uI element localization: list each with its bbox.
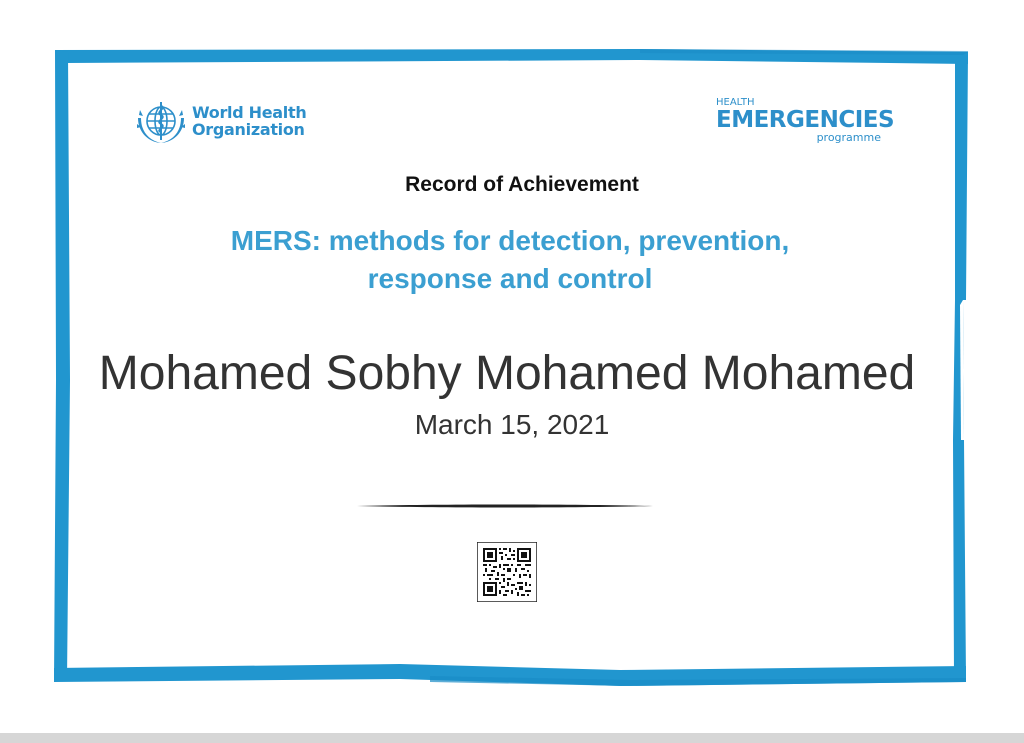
course-title bbox=[150, 222, 870, 298]
who-emblem-icon bbox=[134, 96, 188, 146]
he-main-text: EMERGENCIES bbox=[716, 107, 895, 133]
signature-line bbox=[357, 504, 653, 508]
health-emergencies-logo bbox=[716, 97, 895, 144]
bottom-strip bbox=[0, 733, 1024, 743]
he-top-text: HEALTH bbox=[716, 97, 755, 108]
award-date: March 15, 2021 bbox=[414, 409, 610, 440]
qr-code-icon[interactable] bbox=[477, 542, 537, 602]
who-logo bbox=[134, 96, 306, 146]
record-title: Record of Achievement bbox=[405, 173, 639, 196]
he-sub-text: programme bbox=[816, 131, 881, 144]
course-title-line2: response and control bbox=[367, 263, 653, 294]
course-title-line1: MERS: methods for detection, prevention, bbox=[230, 225, 790, 256]
who-line1: World Health bbox=[192, 103, 307, 122]
recipient-name: Mohamed Sobhy Mohamed Mohamed bbox=[98, 347, 916, 400]
who-logo-text bbox=[192, 104, 306, 138]
who-line2: Organization bbox=[192, 120, 305, 139]
